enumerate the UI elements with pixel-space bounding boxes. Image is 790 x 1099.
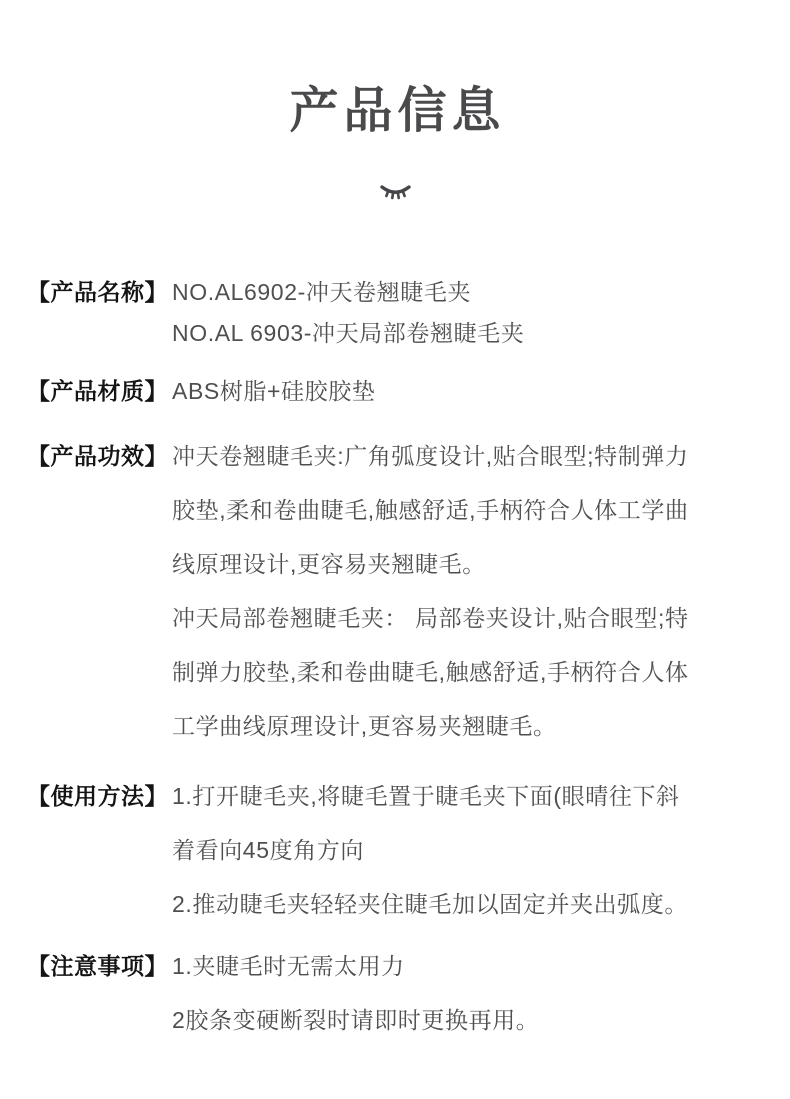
text-line: 胶垫,柔和卷曲睫毛,触感舒适,手柄符合人体工学曲 bbox=[172, 497, 689, 523]
section-content bbox=[172, 429, 770, 753]
section-content bbox=[172, 272, 770, 354]
text-line: 2胶条变硬断裂时请即时更换再用。 bbox=[172, 1007, 540, 1033]
text-line: NO.AL6902-冲天卷翘睫毛夹 bbox=[172, 279, 472, 305]
section-label: 【产品材质】 bbox=[27, 378, 168, 404]
section-label: 【注意事项】 bbox=[27, 953, 168, 979]
section-label: 【产品功效】 bbox=[27, 443, 168, 469]
section-label: 【使用方法】 bbox=[27, 783, 168, 809]
section-precautions bbox=[27, 939, 770, 1047]
section-content bbox=[172, 939, 770, 1047]
section-product-material bbox=[27, 364, 770, 418]
section-label: 【产品名称】 bbox=[27, 279, 168, 305]
text-line: NO.AL 6903-冲天局部卷翘睫毛夹 bbox=[172, 320, 525, 346]
section-product-name bbox=[27, 272, 770, 354]
section-content bbox=[172, 364, 770, 418]
eyelash-icon bbox=[0, 183, 790, 200]
section-content bbox=[172, 769, 770, 931]
info-sections bbox=[0, 272, 790, 1047]
text-line: 1.夹睫毛时无需太用力 bbox=[172, 953, 405, 979]
text-line: 冲天卷翘睫毛夹:广角弧度设计,贴合眼型;特制弹力 bbox=[172, 443, 689, 469]
text-line: 冲天局部卷翘睫毛夹： 局部卷夹设计,贴合眼型;特 bbox=[172, 605, 689, 631]
text-line: 2.推动睫毛夹轻轻夹住睫毛加以固定并夹出弧度。 bbox=[172, 891, 688, 917]
text-line: 线原理设计,更容易夹翘睫毛。 bbox=[172, 551, 486, 577]
section-usage-method bbox=[27, 769, 770, 931]
text-line: 工学曲线原理设计,更容易夹翘睫毛。 bbox=[172, 713, 557, 739]
page-title: 产品信息 bbox=[289, 84, 506, 138]
text-line: ABS树脂+硅胶胶垫 bbox=[172, 378, 376, 404]
section-product-effect bbox=[27, 429, 770, 753]
text-line: 制弹力胶垫,柔和卷曲睫毛,触感舒适,手柄符合人体 bbox=[172, 659, 689, 685]
text-line: 着看向45度角方向 bbox=[172, 837, 364, 863]
text-line: 1.打开睫毛夹,将睫毛置于睫毛夹下面(眼晴往下斜 bbox=[172, 783, 680, 809]
